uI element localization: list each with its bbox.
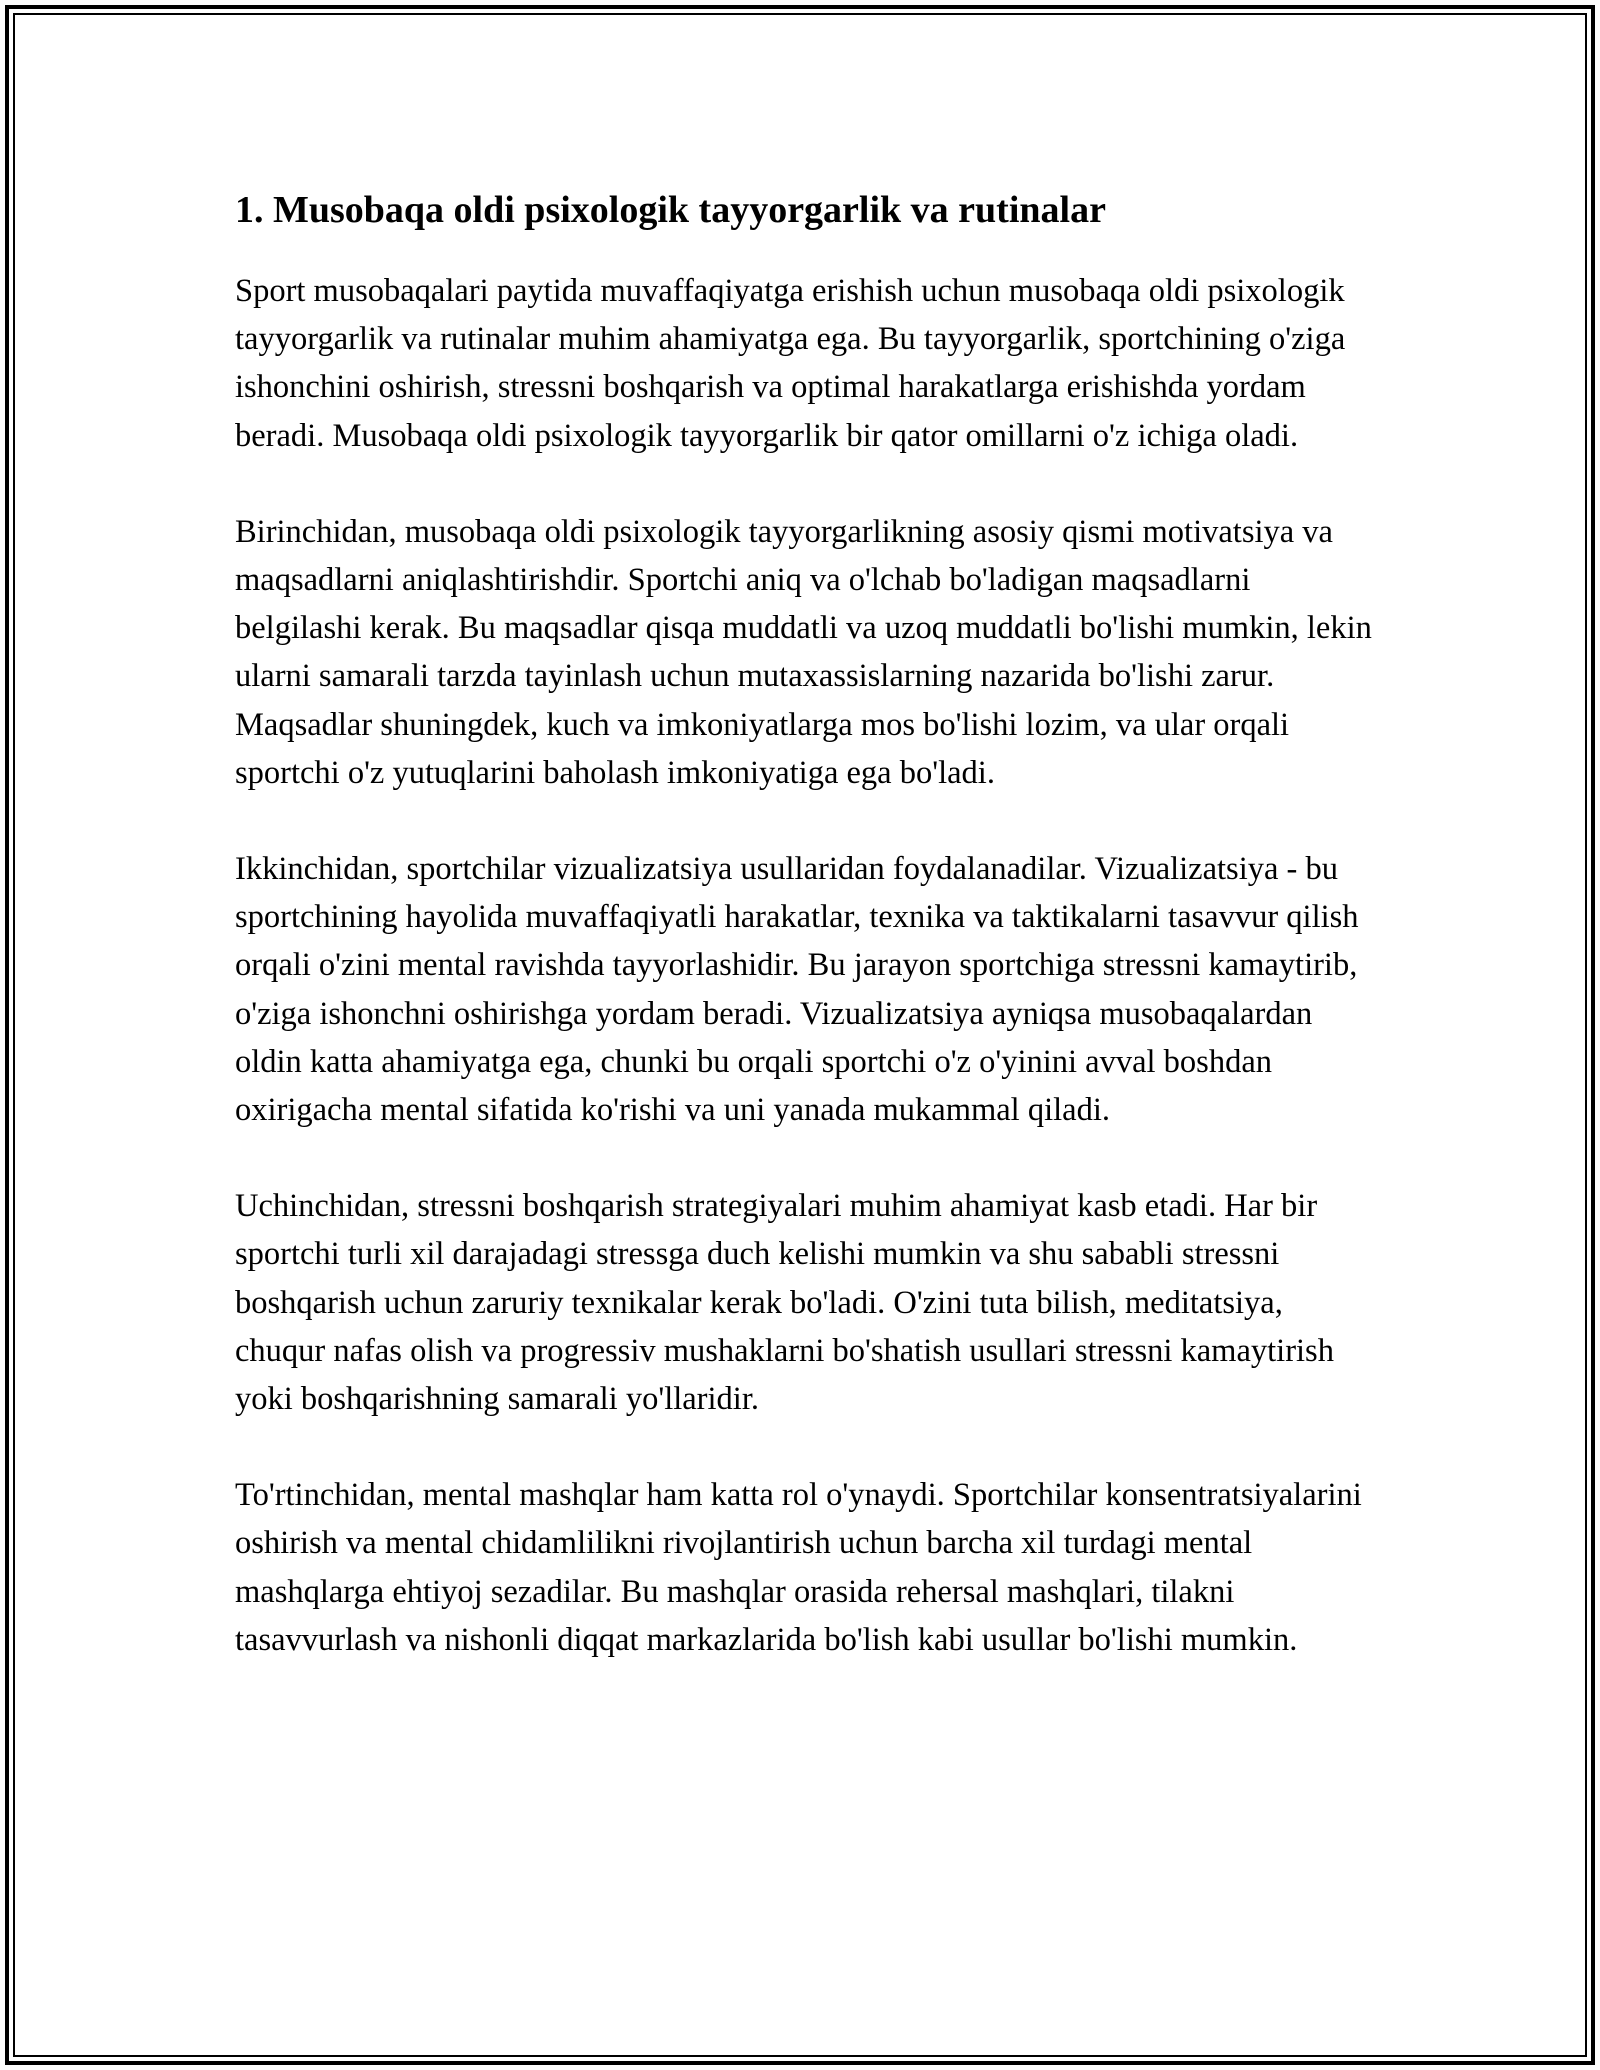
- paragraph-second: Ikkinchidan, sportchilar vizualizatsiya usullaridan foydalanadilar. Vizualizatsiya - bu sportchining hayolida muvaffaqiyatli harakatlar, texnika va taktikalarni tasavvur qilish orqali o'zini mental ravishda tayyorlashidir. Bu jarayon sportchiga stressni kamaytirib, o'ziga ishonchni oshirishga yordam beradi. Vizualizatsiya ayniqsa musobaqalardan oldin katta ahamiyatga ega, chunki bu orqali sportchi o'z o'yinini avval boshdan oxirigacha mental sifatida ko'rishi va uni yanada mukammal qiladi.: [235, 851, 1359, 1129]
- paragraph-fourth: To'rtinchidan, mental mashqlar ham katta rol o'ynaydi. Sportchilar konsentratsiyalarini oshirish va mental chidamlilikni rivojlantirish uchun barcha xil turdagi mental mashqlarga ehtiyoj sezadilar. Bu mashqlar orasida rehersal mashqlari, tilakni tasavvurlash va nishonli diqqat markazlarida bo'lish kabi usullar bo'lishi mumkin.: [235, 1477, 1362, 1658]
- paragraph-intro: Sport musobaqalari paytida muvaffaqiyatga erishish uchun musobaqa oldi psixologik tayyorgarlik va rutinalar muhim ahamiyatga ega. Bu tayyorgarlik, sportchining o'ziga ishonchini oshirish, stressni boshqarish va optimal harakatlarga erishishda yordam beradi. Musobaqa oldi psixologik tayyorgarlik bir qator omillarni o'z ichiga oladi.: [235, 273, 1346, 454]
- document-body: [235, 185, 1375, 1664]
- paragraph-first: Birinchidan, musobaqa oldi psixologik tayyorgarlikning asosiy qismi motivatsiya va maqsadlarni aniqlashtirishdir. Sportchi aniq va o'lchab bo'ladigan maqsadlarni belgilashi kerak. Bu maqsadlar qisqa muddatli va uzoq muddatli bo'lishi mumkin, lekin ularni samarali tarzda tayinlash uchun mutaxassislarning nazarida bo'lishi zarur. Maqsadlar shuningdek, kuch va imkoniyatlarga mos bo'lishi lozim, va ular orqali sportchi o'z yutuqlarini baholash imkoniyatiga ega bo'ladi.: [235, 513, 1372, 791]
- paragraph-third: Uchinchidan, stressni boshqarish strategiyalari muhim ahamiyat kasb etadi. Har bir sportchi turli xil darajadagi stressga duch kelishi mumkin va shu sababli stressni boshqarish uchun zaruriy texnikalar kerak bo'ladi. O'zini tuta bilish, meditatsiya, chuqur nafas olish va progressiv mushaklarni bo'shatish usullari stressni kamaytirish yoki boshqarishning samarali yo'llaridir.: [235, 1188, 1334, 1418]
- section-title: 1. Musobaqa oldi psixologik tayyorgarlik va rutinalar: [235, 189, 1106, 231]
